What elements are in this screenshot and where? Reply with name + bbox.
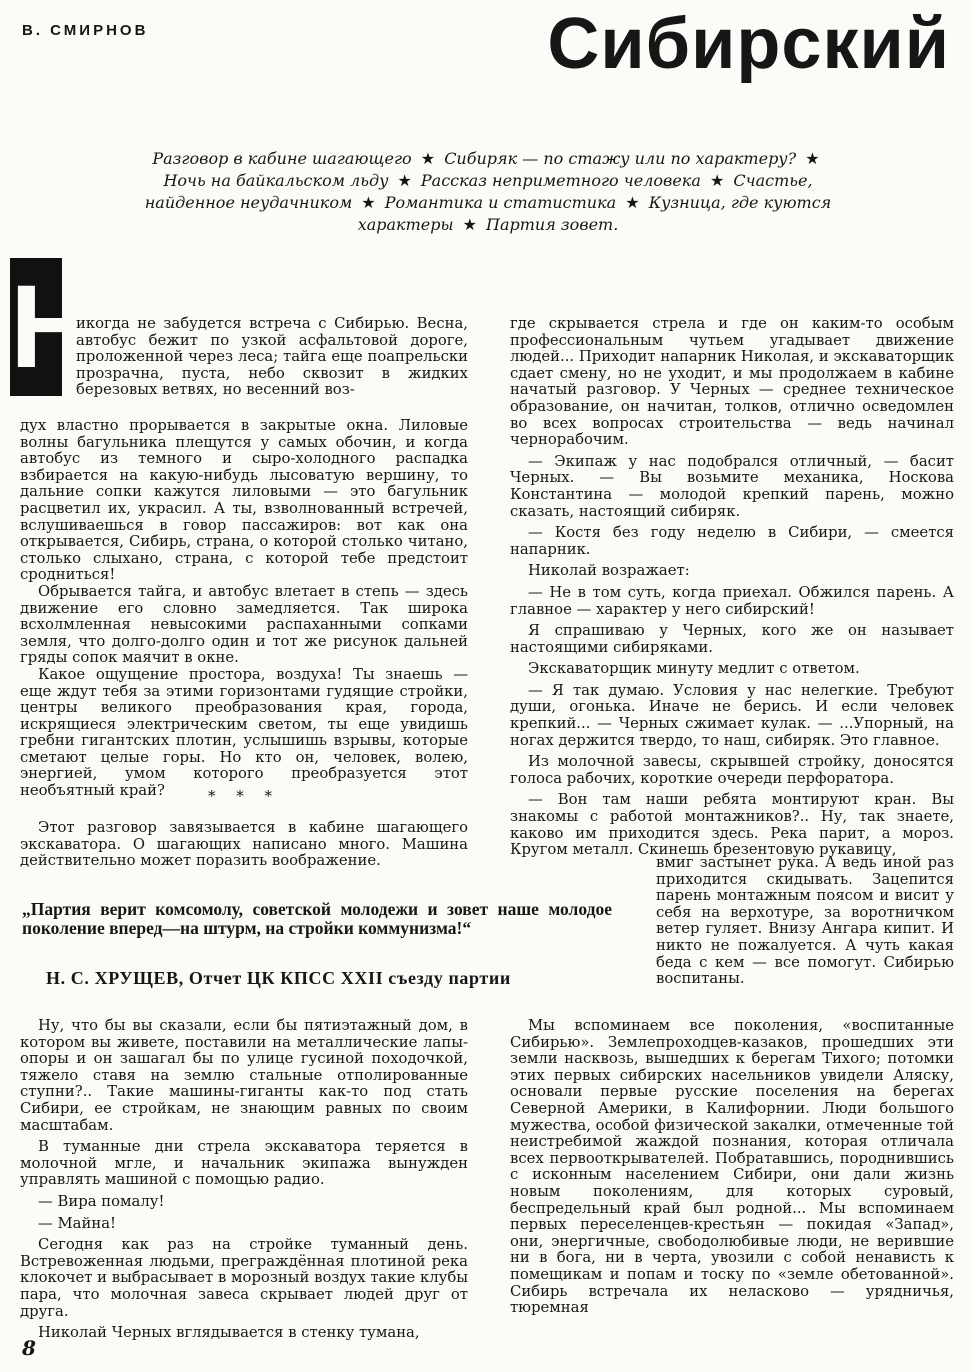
- summary-item: Сибиряк — по стажу или по характеру?: [444, 149, 797, 168]
- drop-cap: Н: [10, 258, 62, 396]
- paragraph: В туманные дни стрела экскаватора теряется в молочной мгле, и начальник экипажа вынужден управлять машиной с помощью радио.: [20, 1138, 468, 1189]
- paragraph: — Не в том суть, когда приехал. Обжился парень. А главное — характер у него сибирский!: [510, 583, 954, 618]
- paragraph: вмиг застынет рука. А ведь иной раз приходится скидывать. Зацепится парень монтажным поясом и висит у себя на верхотуре, за воротничком ветер гуляет. Внизу Ангара кипит. И никто не пожалуется. А чуть какая беда с кем — все помогут. Сибирью воспитаны.: [656, 854, 954, 988]
- summary-item: Счастье, найденное неудачником: [144, 171, 813, 212]
- section-divider: * * *: [207, 787, 281, 805]
- star-separator: ★: [415, 149, 441, 168]
- star-separator: ★: [392, 171, 417, 190]
- author-name: В. СМИРНОВ: [22, 22, 149, 39]
- summary-item: Разговор в кабине шагающего: [152, 149, 412, 168]
- paragraph: Сегодня как раз на стройке туманный день. Встревоженная людьми, преграждённая плотиной река клокочет и выбрасывает в морозный воздух такие клубы пара, что молочная завеса скрывает людей друг от друга.: [20, 1236, 468, 1320]
- paragraph: Николай возражает:: [528, 562, 690, 580]
- paragraph: Какое ощущение простора, воздуха! Ты знаешь — еще ждут тебя за этими горизонтами гудящие стройки, центры великого преобразования края, города, искрящиеся электрическим светом, ты еще увидишь гребни гигантских плотин, услышишь взрывы, которые сметают целые горы. Но кто он, человек, волею, энергией, умом которого преобразуется этот необъятный край?: [20, 665, 468, 800]
- paragraph: — Майна!: [38, 1214, 116, 1232]
- summary-item: Рассказ неприметного человека: [420, 171, 701, 190]
- paragraph: Мы вспоминаем все поколения, «воспитанные Сибирью». Землепроходцев-казаков, прошедших эти земли насквозь, вышедших к берегам Тихого; потомки этих первых сибирских насельников увидели Аляску, основали первые русские поселения на берегах Северной Америки, в Калифорнии. Люди большого мужества, особой физической закалки, отмеченные той неистребимой жаждой познания, которая отличала всех первооткрывателей. Побратавшись, породнившись с исконным населением Сибири, они дали жизнь новым поколениям, для которых суровый, беспредельный край был родной... Мы вспоминаем первых переселенцев-крестьян — покидая «Запад», они, энергичные, свободолюбивые люди, не верившие ни в бога, ни в черта, увозили с собой ненависть к помещикам и попам и тоску по «земле обетованной». Сибирь встречала их неласково — урядничья, тюремная: [510, 1017, 954, 1317]
- column-1-top: [76, 316, 468, 399]
- column-2: [510, 316, 954, 859]
- star-separator: ★: [620, 193, 645, 212]
- paragraph: — Вон там наши ребята монтируют кран. Вы знакомы с работой монтажников?.. Ну, так знаете, каково им приходится здесь. Река парит, а мороз. Кругом металл. Скинешь брезентовую рукавицу,: [510, 791, 954, 859]
- star-separator: ★: [704, 171, 730, 190]
- paragraph: Ну, что бы вы сказали, если бы пятиэтажный дом, в котором вы живете, поставили на металлические лапы-опоры и он зашагал бы по улице гусиной походочкой, тяжело ставя на землю стальные отполированные ступни?.. Такие машины-гиганты как-то под стать Сибири, ее стройкам, не знающим равных по своим масштабам.: [20, 1017, 468, 1134]
- party-quote: „Партия верит комсомолу, советской молодежи и зовет наше молодое поколение вперед—на штурм, на стройки коммунизма!“: [22, 899, 612, 938]
- page-number: 8: [22, 1336, 36, 1360]
- star-separator: ★: [356, 193, 381, 212]
- column-1-end: [20, 820, 468, 870]
- column-3: [20, 1018, 468, 1342]
- summary-item: Кузница, где куются характеры: [357, 193, 832, 234]
- star-separator: ★: [800, 149, 820, 168]
- paragraph: — Вира помалу!: [38, 1192, 165, 1210]
- summary-item: Романтика и статистика: [384, 193, 617, 212]
- column-1-body: [20, 418, 468, 800]
- paragraph: где скрывается стрела и где он каким-то особым профессиональным чутьем угадывает движение людей... Приходит напарник Николая, и экскаваторщик сдает смену, но не уходит, и мы продолжаем в кабине начатый разговор. У Черных — среднее техническое образование, он начитан, толков, отлично осведомлен во всех вопросах строительства — ведь начинал чернорабочим.: [510, 315, 954, 449]
- summary-block: [138, 148, 838, 236]
- summary-item: Ночь на байкальском льду: [163, 171, 389, 190]
- paragraph: Из молочной завесы, скрывшей стройку, доносятся голоса рабочих, короткие очереди перфоратора.: [510, 753, 954, 787]
- paragraph: дух властно прорывается в закрытые окна. Лиловые волны багульника плещутся у самых обочин, и когда автобус из темного и сыро-холодного распадка взбирается на какую-нибудь лысоватую вершину, то дальние сопки кажутся лиловыми — это багульник расцветил их, украсил. А ты, взволнованный встречей, вслушиваешься в говор пассажиров: вот как она открывается, Сибирь, страна, о которой столько читано, столько слыхано, страна, с которой тебе предстоит сродниться!: [20, 417, 468, 584]
- paragraph: — Экипаж у нас подобрался отличный, — басит Черных. — Вы возьмите механика, Носкова Константина — молодой крепкий парень, можно сказать, настоящий сибиряк.: [510, 452, 954, 520]
- paragraph: — Костя без году неделю в Сибири, — смеется напарник.: [510, 524, 954, 558]
- paragraph: — Я так думаю. Условия у нас нелегкие. Требуют души, огонька. Иначе не берись. И если человек крепкий... — Черных сжимает кулак. — ...Упорный, на ногах держится твердо, то наш, сибиряк. Это главное.: [510, 681, 954, 749]
- paragraph: Обрывается тайга, и автобус влетает в степь — здесь движение его словно замедляется. Так широка всхолмленная невысокими распаханными сопками земля, что долго-долго один и тот же рисунок дальней гряды сопок маячит в окне.: [20, 582, 468, 667]
- paragraph: Экскаваторщик минуту медлит с ответом.: [528, 660, 860, 678]
- first-paragraph: икогда не забудется встреча с Сибирью. Весна, автобус бежит по узкой асфальтовой дороге, проложенной через леса; тайга еще поапрельски прозрачна, пуста, небо сквозит в жидких березовых ветвях, но весенний воз-: [76, 315, 468, 399]
- star-separator: ★: [457, 215, 483, 234]
- paragraph: Николай Черных вглядывается в стенку тумана,: [38, 1324, 420, 1342]
- column-2-narrow: [656, 855, 954, 988]
- paragraph: Я спрашиваю у Черных, кого же он называет настоящими сибиряками.: [510, 622, 954, 656]
- quote-source: Н. С. ХРУЩЕВ, Отчет ЦК КПСС XXII съезду партии: [46, 968, 511, 988]
- paragraph: Этот разговор завязывается в кабине шагающего экскаватора. О шагающих написано много. Машина действительно может поразить воображение.: [20, 819, 468, 870]
- column-4: [510, 1018, 954, 1317]
- article-title: Сибирский: [547, 4, 950, 84]
- summary-item: Партия зовет.: [486, 215, 619, 234]
